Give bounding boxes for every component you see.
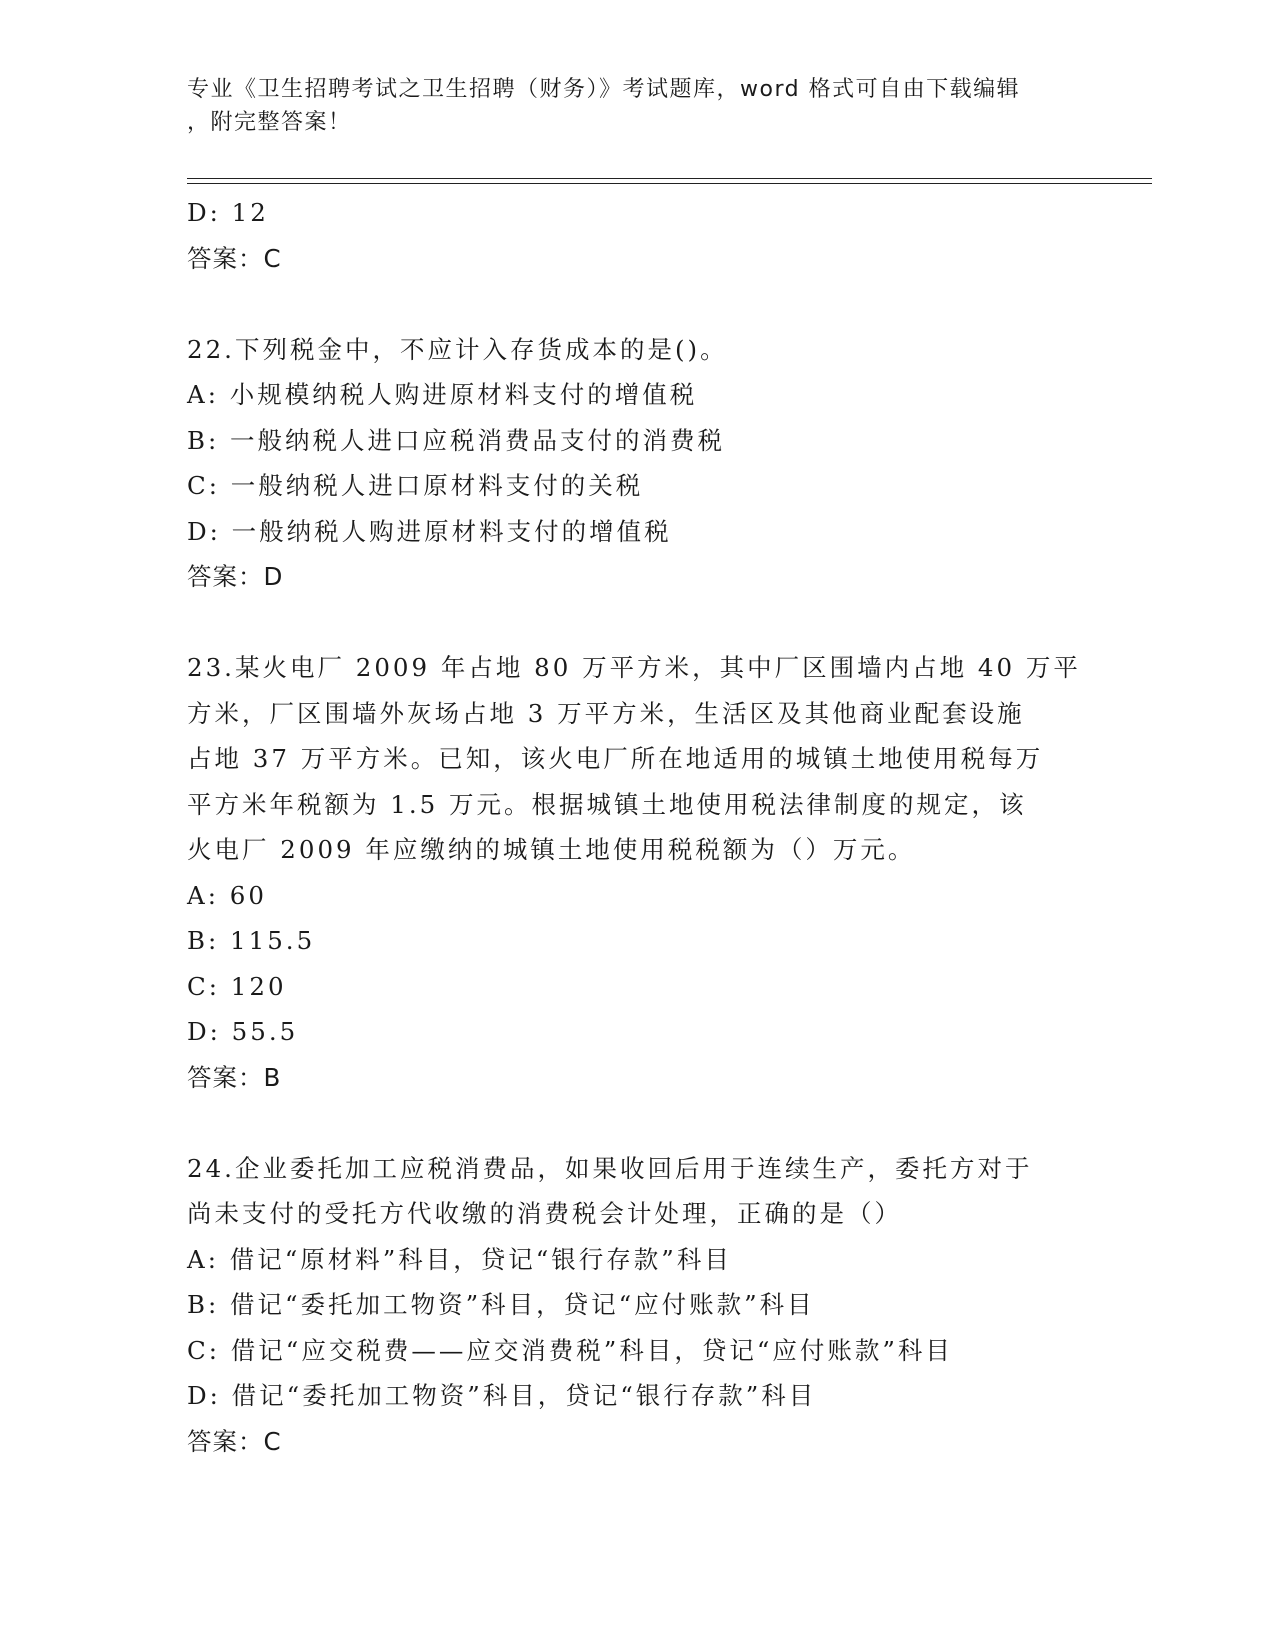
question-stem-line: 23.某火电厂 2009 年占地 80 万平方米，其中厂区围墙内占地 40 万平 <box>187 653 1081 682</box>
answer: 答案：C <box>187 1426 282 1456</box>
question-22 <box>187 327 1087 600</box>
spacer <box>187 281 1087 327</box>
option-a: A: 60 <box>187 880 267 910</box>
answer: 答案：C <box>187 243 282 273</box>
option-b: B: 借记“委托加工物资”科目，贷记“应付账款”科目 <box>187 1290 815 1319</box>
question-stem-line: 方米，厂区围墙外灰场占地 3 万平方米，生活区及其他商业配套设施 <box>187 698 1025 728</box>
header-line-1: 专业《卫生招聘考试之卫生招聘（财务）》考试题库，word 格式可自由下载编辑 <box>187 77 1021 102</box>
header-rule-bottom <box>187 183 1152 184</box>
question-stem: 22.下列税金中，不应计入存货成本的是()。 <box>187 334 728 364</box>
document-header <box>187 73 1067 139</box>
option-d: D: 一般纳税人购进原材料支付的增值税 <box>187 516 672 546</box>
header-rule-top <box>187 178 1152 179</box>
question-stem-line: 火电厂 2009 年应缴纳的城镇土地使用税税额为（）万元。 <box>187 835 916 864</box>
option-b: B: 115.5 <box>187 926 316 955</box>
spacer <box>187 600 1087 646</box>
question-23 <box>187 645 1087 1100</box>
question-stem-line: 平方米年税额为 1.5 万元。根据城镇土地使用税法律制度的规定，该 <box>187 789 1027 819</box>
question-21-tail <box>187 190 1087 281</box>
option-b: B: 一般纳税人进口应税消费品支付的消费税 <box>187 425 726 455</box>
option-d: D: 借记“委托加工物资”科目，贷记“银行存款”科目 <box>187 1381 817 1410</box>
option-c: C: 一般纳税人进口原材料支付的关税 <box>187 471 644 500</box>
question-24 <box>187 1146 1087 1465</box>
spacer <box>187 1100 1087 1146</box>
question-stem-line: 尚未支付的受托方代收缴的消费税会计处理，正确的是（） <box>187 1199 902 1228</box>
option-a: A: 借记“原材料”科目，贷记“银行存款”科目 <box>187 1244 732 1274</box>
option-a: A: 小规模纳税人购进原材料支付的增值税 <box>187 380 698 409</box>
question-list <box>187 190 1087 1464</box>
option-c: C: 120 <box>187 971 287 1001</box>
question-stem-line: 占地 37 万平方米。已知，该火电厂所在地适用的城镇土地使用税每万 <box>187 744 1044 773</box>
answer: 答案：B <box>187 1062 282 1092</box>
option-c: C: 借记“应交税费——应交消费税”科目，贷记“应付账款”科目 <box>187 1335 953 1365</box>
answer: 答案：D <box>187 562 284 591</box>
header-line-2: ，附完整答案！ <box>187 110 352 135</box>
option-d: D: 12 <box>187 198 269 227</box>
option-d: D: 55.5 <box>187 1017 299 1046</box>
question-stem-line: 24.企业委托加工应税消费品，如果收回后用于连续生产，委托方对于 <box>187 1153 1033 1183</box>
